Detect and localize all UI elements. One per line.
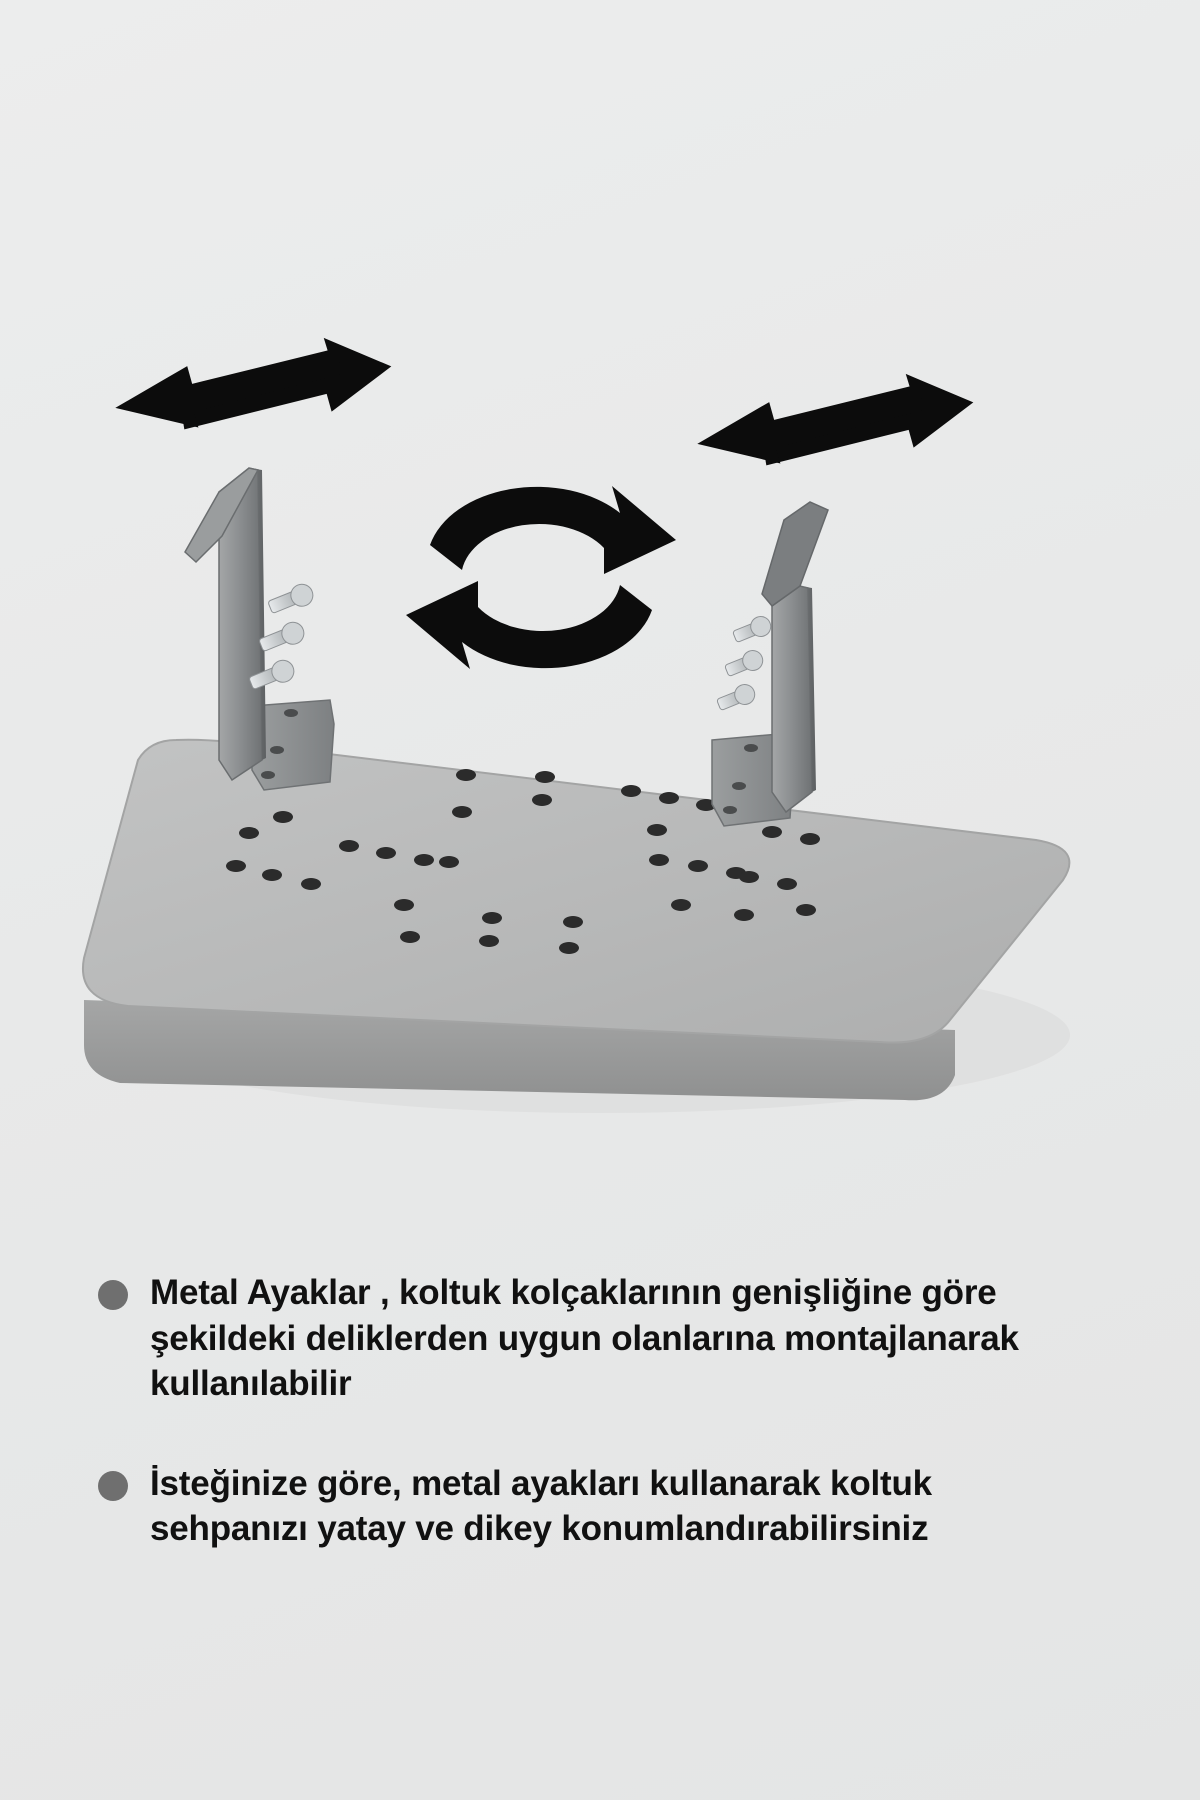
rotation-arrow (406, 486, 676, 669)
list-item (98, 1461, 1118, 1552)
base-board (83, 736, 1087, 1100)
bullet-text-1: Metal Ayaklar , koltuk kolçaklarının genişliğine göre şekildeki deliklerden uygun olanlarına montajlanarak kullanılabilir (150, 1273, 1019, 1403)
screw-set-right (715, 613, 774, 714)
double-arrow-right (695, 370, 976, 467)
feature-bullet-list (98, 1270, 1118, 1606)
bullet-text-2: İsteğinize göre, metal ayakları kullanarak koltuk sehpanızı yatay ve dikey konumlandırabilirsiniz (150, 1463, 932, 1548)
bullet-dot-icon (98, 1280, 128, 1310)
list-item (98, 1270, 1118, 1407)
double-arrow-left (113, 334, 394, 431)
bullet-dot-icon (98, 1471, 128, 1501)
